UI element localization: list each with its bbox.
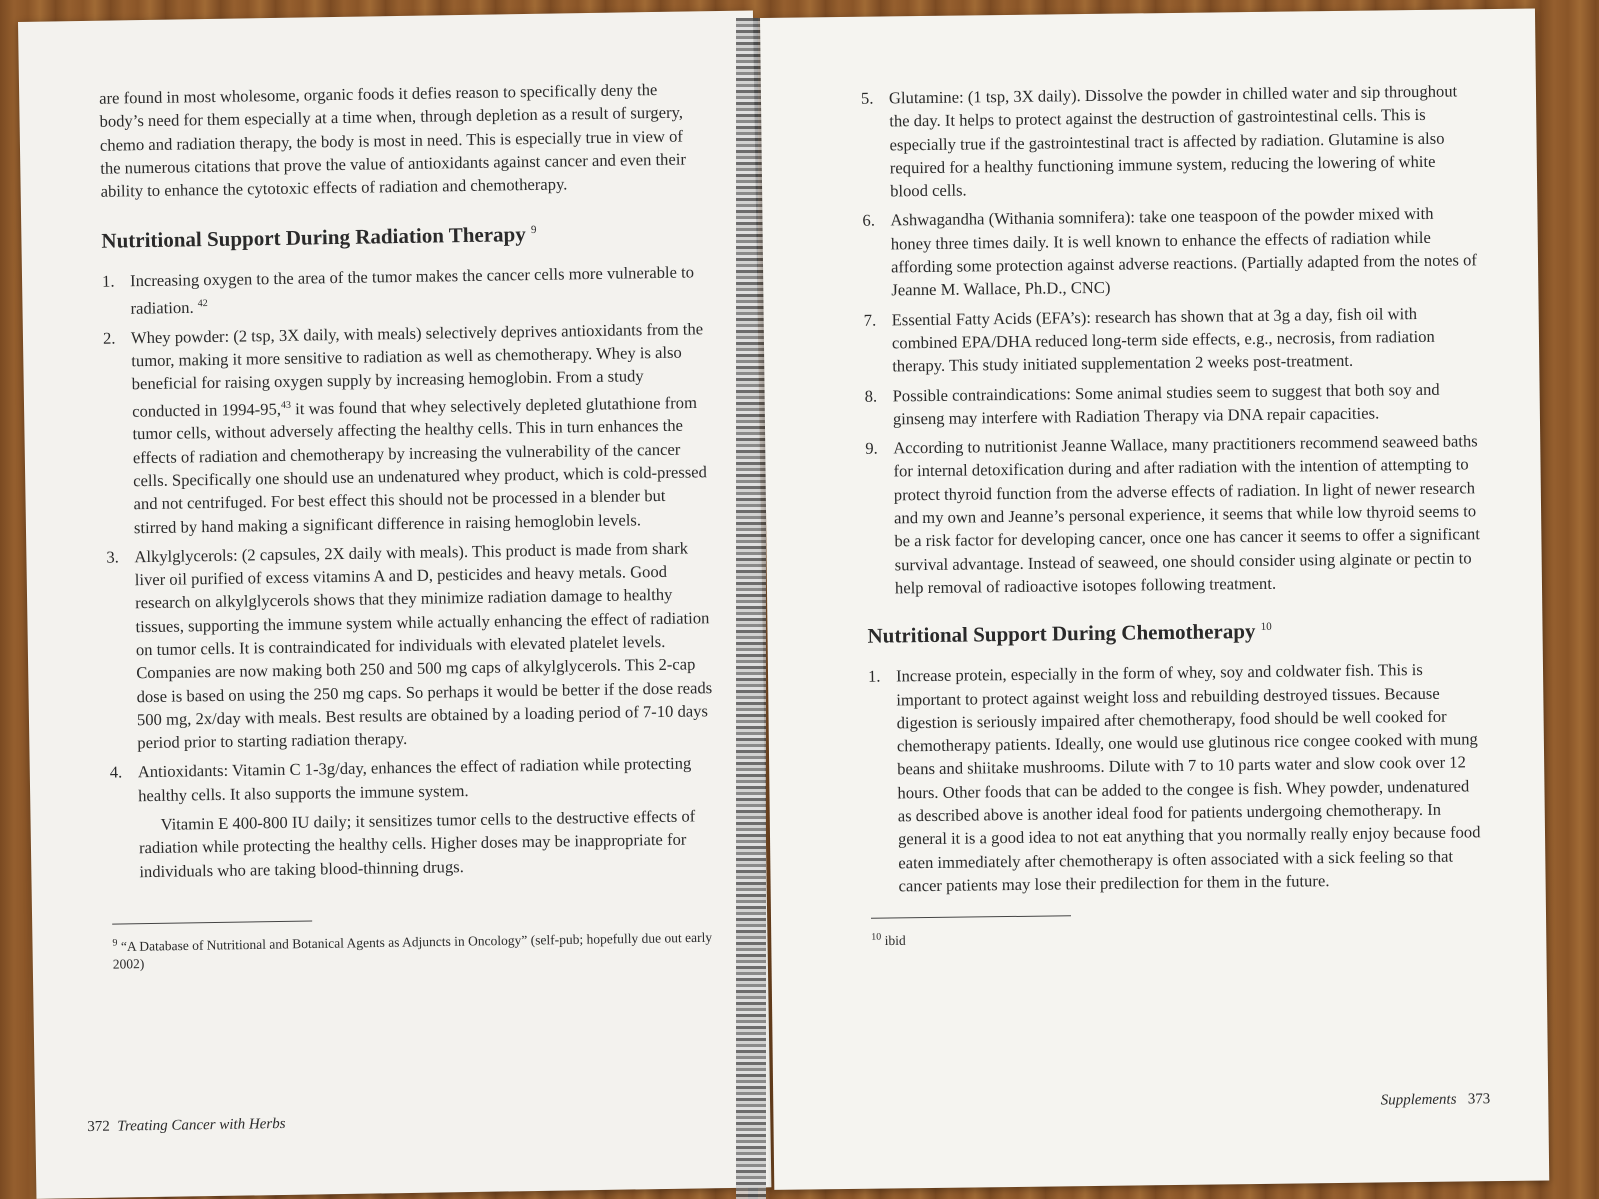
radiation-heading-text: Nutritional Support During Radiation Therapy: [101, 222, 526, 254]
footnote-text: ibid: [881, 932, 906, 949]
footnote-rule: [112, 920, 312, 924]
item-number: 5.: [860, 88, 874, 108]
citation-ref: 43: [280, 399, 291, 411]
chemotherapy-heading-ref: 10: [1260, 621, 1272, 634]
list-item: [102, 261, 708, 321]
footnote-rule: [871, 915, 1071, 918]
intro-paragraph: are found in most wholesome, organic foods it defies reason to specifically deny the body’s need for them especially at a time when, through depletion as a result of surgery, chemo and radiation therapy, the body is most in need. This is especially true in view of the numerous citations that prove the value of antioxidants against cancer and even their ability to enhance the cytotoxic effects of radiation and chemotherapy.: [99, 79, 687, 201]
list-item: [864, 377, 1480, 431]
chemotherapy-heading-text: Nutritional Support During Chemotherapy: [867, 619, 1256, 648]
radiation-heading-ref: 9: [530, 224, 537, 237]
list-item: [106, 536, 714, 755]
item-text: Essential Fatty Acids (EFA’s): research has shown that at 3g a day, fish oil with combined EPA/DHA reduced long-term side effects, e.g., necrosis, from radiation therapy. This study initiated supplementation 2 weeks post-treatment.: [891, 303, 1435, 376]
item-number: 8.: [864, 386, 878, 406]
page-number: 372: [87, 1118, 110, 1136]
item-number: 7.: [863, 310, 877, 330]
page-number: 373: [1467, 1091, 1491, 1108]
footnote-text: “A Database of Nutritional and Botanical Agents as Adjuncts in Oncology” (self-pub; hopefully due out early 2002): [112, 929, 713, 973]
list-item: [862, 202, 1478, 303]
page-folio: [87, 1116, 285, 1136]
item-number: 4.: [109, 762, 123, 783]
list-item: [103, 317, 711, 540]
chemotherapy-heading: [867, 616, 1482, 649]
item-text: Ashwagandha (Withania somnifera): take one teaspoon of the powder mixed with honey three times daily. It is well known to enhance the effects of radiation while affording some protection against adverse reactions. (Partially adapted from the notes of Jeanne M. Wallace, Ph.D., CNC): [890, 204, 1477, 300]
chemotherapy-list: [868, 657, 1486, 897]
item-text: Increase protein, especially in the form of whey, soy and coldwater fish. This is important to protect against weight loss and rebuilding destroyed tissues. Because digestion is seriously impaired after chemotherapy, food should be well cooked for chemotherapy patients. Ideally, one would use glutinous rice congee cooked with mung beans and shiitake mushrooms. Dilute with 7 to 10 parts water and slow cook over 12 hours. Other foods that can be added to the congee is fish. Whey powder, undenatured as described above is another ideal food for patients undergoing chemotherapy. In general it is a good idea to not eat anything that you normally really enjoy because food eaten immediately after chemotherapy is often associated with a sick feeling so that cancer patients may lose their predilection for them in the future.: [895, 660, 1481, 896]
radiation-list-continued: [861, 79, 1482, 600]
radiation-list: [102, 261, 715, 808]
item-number: 6.: [862, 211, 876, 231]
item-text: Possible contraindications: Some animal studies seem to suggest that both soy and ginseng may interfere with Radiation Therapy via DNA repair capacities.: [892, 379, 1440, 429]
running-title: Supplements: [1380, 1091, 1457, 1109]
vitamin-e-paragraph: Vitamin E 400-800 IU daily; it sensitizes tumor cells to the destructive effects of radiation while protecting the healthy cells. Higher doses may be inappropriate for individuals who are taking blood-thinning drugs.: [138, 806, 696, 881]
list-item: [864, 301, 1480, 378]
page-folio: [1381, 1091, 1491, 1109]
left-page: [18, 10, 771, 1198]
item-text: Antioxidants: Vitamin C 1-3g/day, enhances the effect of radiation while protecting healthy cells. It also supports the immune system.: [137, 754, 692, 805]
footnote: [871, 921, 1486, 950]
footnote-number: 10: [871, 931, 882, 943]
item-text: According to nutritionist Jeanne Wallace, many practitioners recommend seaweed baths for internal detoxification during and after radiation with the intention of attempting to protect thyroid function from the adverse effects of radiation. In light of newer research and my own and Jeanne’s personal experience, it seems that while low thyroid seems to be a risk factor for developing cancer, once one has cancer it seems to offer a significant survival advantage. Instead of seaweed, one should consider using alginate or pectin to help removal of radioactive isotopes following treatment.: [893, 431, 1481, 598]
item-number: 2.: [102, 328, 116, 348]
radiation-heading: [101, 220, 706, 254]
item-number: 3.: [106, 547, 120, 567]
running-title: Treating Cancer with Herbs: [117, 1115, 286, 1135]
item-text: Whey powder: (2 tsp, 3X daily, with meals) selectively deprives antioxidants from the tumor, making it more sensitive to radiation as well as chemotherapy. Whey is also beneficial for raising oxygen supply by increasing hemoglobin. From a study conducted in 1994-95,: [130, 318, 704, 421]
item-text-continued: it was found that whey selectively depleted glutathione from tumor cells, without adversely affecting the healthy cells. This in turn enhances the effects of radiation and chemotherapy by increasing the vulnerability of the cancer cells. Specifically one should use an undenatured whey product, which is cold-pressed and not centrifuged. For best effect this should not be processed in a blender but stirred by hand making a significant difference in raising hemoglobin levels.: [132, 392, 708, 537]
right-page: [760, 9, 1549, 1190]
list-item: [865, 429, 1482, 600]
citation-ref: 42: [197, 297, 208, 309]
list-item: [110, 752, 716, 808]
item-number: 1.: [867, 666, 881, 686]
list-item: [861, 79, 1477, 203]
footnote: [112, 925, 718, 974]
list-item: [868, 657, 1486, 897]
item-text: Increasing oxygen to the area of the tumor makes the cancer cells more vulnerable to radiation.: [129, 262, 695, 318]
footnote-number: 9: [112, 937, 118, 949]
item-text: Alkylglycerols: (2 capsules, 2X daily with meals). This product is made from shark liver oil purified of excess vitamins A and D, pesticides and heavy metals. Good research on alkylglycerols shows that they minimize radiation damage to healthy tissues, supporting the immune system while actually enhancing the effect of radiation on tumor cells. It is contraindicated for individuals with elevated platelet levels. Companies are now making both 250 and 500 mg caps of alkylglycerols. This 2-cap dose is based on using the 250 mg caps. So perhaps it would be better if the dose reads 500 mg, 2x/day with meals. Best results are obtained by a loading period of 7-10 days period prior to starting radiation therapy.: [134, 538, 713, 753]
item-number: 9.: [865, 438, 878, 458]
item-number: 1.: [101, 272, 115, 292]
item-text: Glutamine: (1 tsp, 3X daily). Dissolve the powder in chilled water and sip throughout the day. It helps to protect against the destruction of gastrointestinal cells. This is especially true if the gastrointestinal tract is affected by radiation. Glutamine is also required for a healthy functioning immune system, reducing the lowering of white blood cells.: [888, 81, 1458, 201]
